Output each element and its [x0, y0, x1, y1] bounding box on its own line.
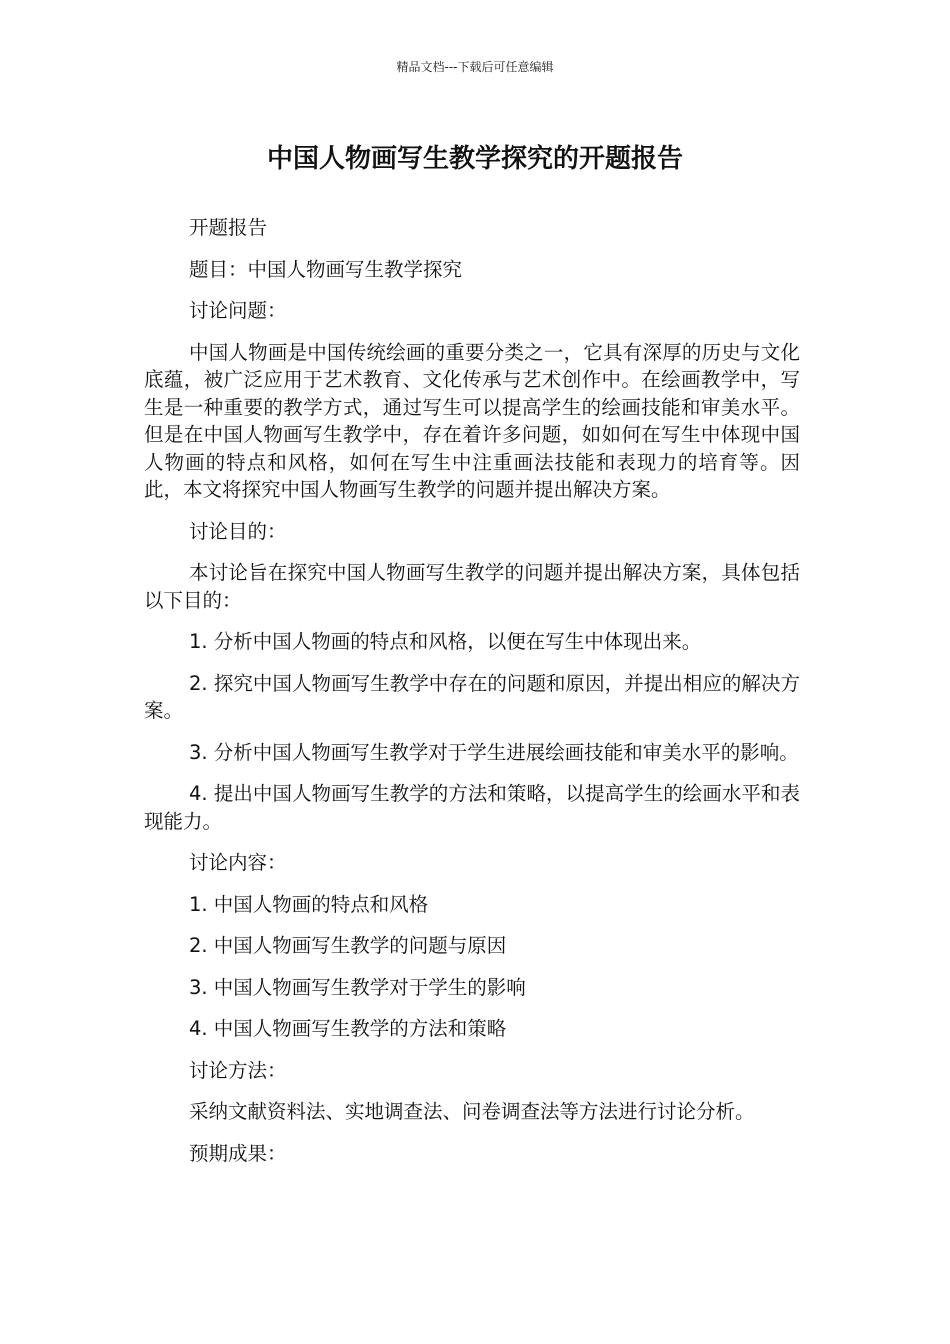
heading-research-purpose: 讨论目的：: [189, 519, 287, 543]
content-item-2: 2. 中国人物画写生教学的问题与原因: [189, 934, 507, 957]
purpose-item-1: 1. 分析中国人物画的特点和风格，以便在写生中体现出来。: [189, 630, 702, 653]
paragraph-topic: 题目：中国人物画写生教学探究: [189, 257, 463, 281]
content-item-1: 1. 中国人物画的特点和风格: [189, 892, 429, 916]
heading-research-content: 讨论内容：: [189, 851, 287, 874]
paragraph-research-method: 采纳文献资料法、实地调查法、问卷调查法等方法进行讨论分析。: [189, 1100, 755, 1123]
document-title: 中国人物画写生教学探究的开题报告: [266, 144, 683, 174]
content-item-3: 3. 中国人物画写生教学对于学生的影响: [189, 975, 526, 999]
header-note: 精品文档---下载后可任意编辑: [396, 60, 554, 74]
document-body: [144, 214, 800, 1181]
paragraph-report-label: 开题报告: [189, 216, 268, 239]
purpose-item-4: 4. 提出中国人物画写生教学的方法和策略，以提高学生的绘画水平和表现能力。: [144, 782, 800, 833]
purpose-item-2: 2. 探究中国人物画写生教学中存在的问题和原因，并提出相应的解决方案。: [144, 671, 800, 722]
paragraph-research-purpose: 本讨论旨在探究中国人物画写生教学的问题并提出解决方案，具体包括以下目的：: [144, 561, 800, 612]
heading-research-question: 讨论问题：: [189, 299, 287, 322]
heading-expected-results: 预期成果：: [189, 1141, 287, 1165]
paragraph-research-question: 中国人物画是中国传统绘画的重要分类之一，它具有深厚的历史与文化底蕴，被广泛应用于艺术教育、文化传承与艺术创作中。在绘画教学中，写生是一种重要的教学方式，通过写生可以提高学生的绘画技能和审美水平。但是在中国人物画写生教学中，存在着许多问题，如如何在写生中体现中国人物画的特点和风格，如何在写生中注重画法技能和表现力的培育等。因此，本文将探究中国人物画写生教学的问题并提出解决方案。: [144, 340, 800, 501]
content-item-4: 4. 中国人物画写生教学的方法和策略: [189, 1017, 507, 1040]
heading-research-method: 讨论方法：: [189, 1058, 287, 1082]
purpose-item-3: 3. 分析中国人物画写生教学对于学生进展绘画技能和审美水平的影响。: [189, 740, 799, 764]
